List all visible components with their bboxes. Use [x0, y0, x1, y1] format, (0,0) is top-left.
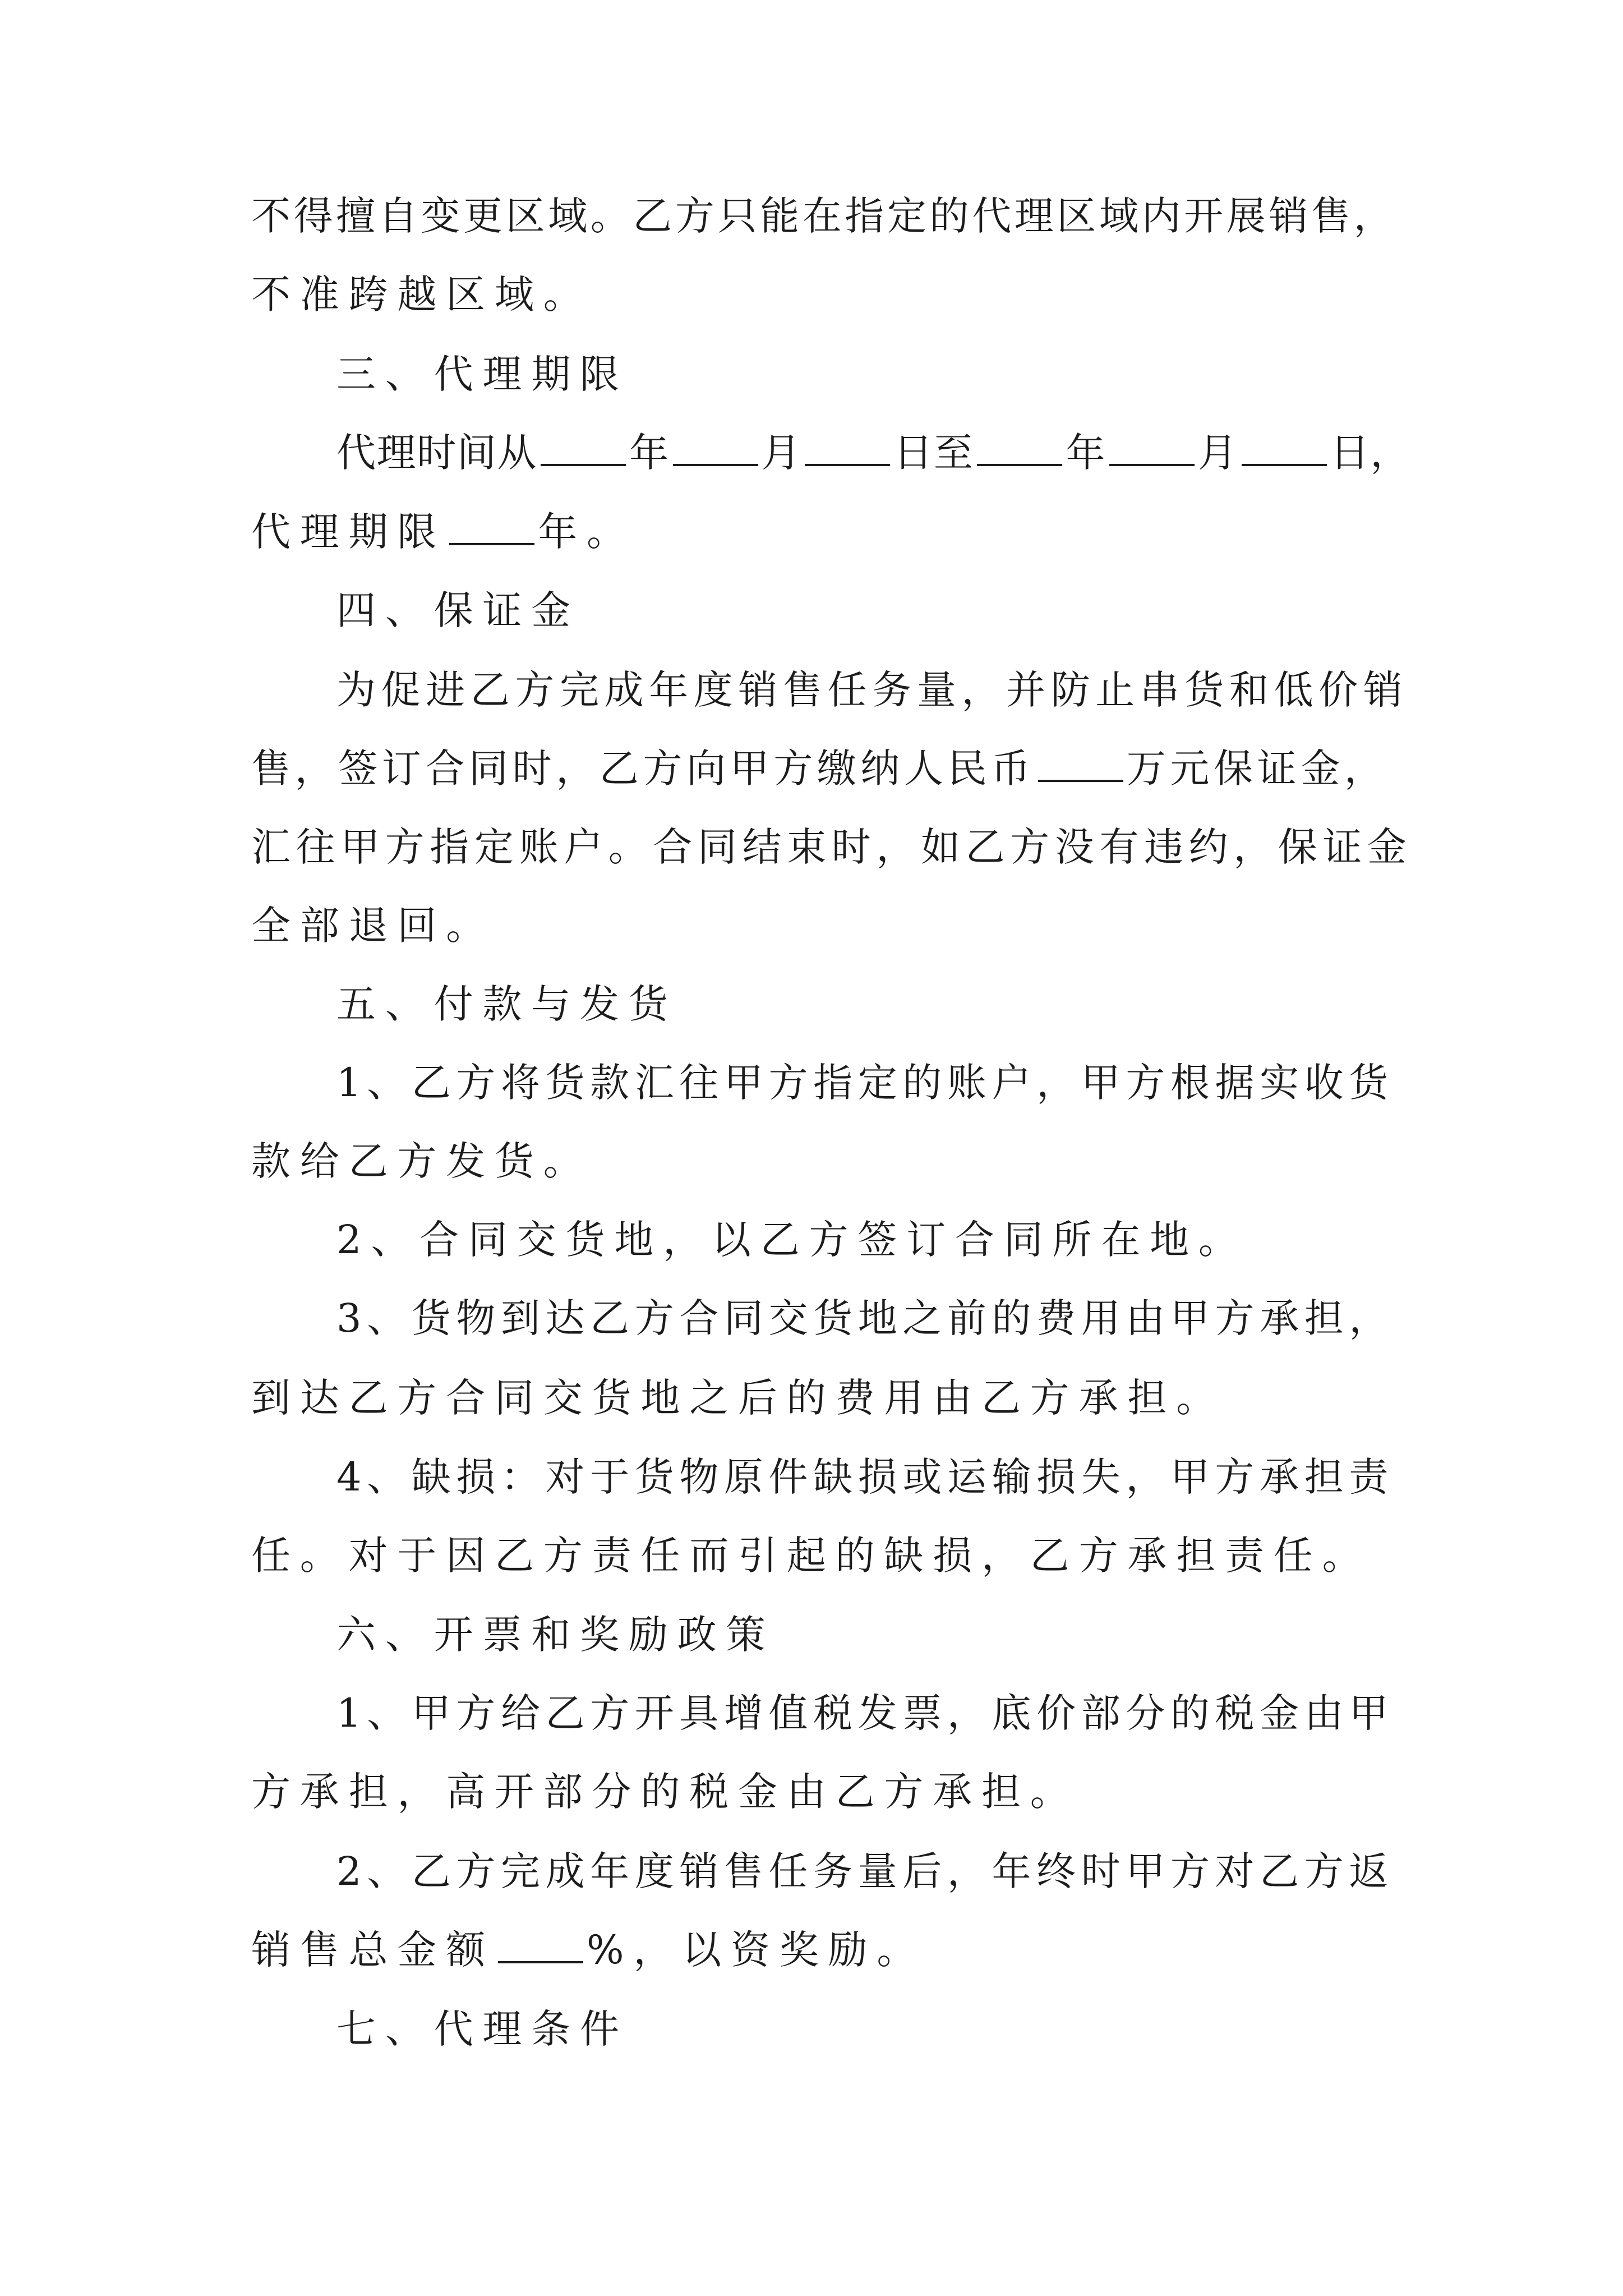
text-line: [251, 1367, 1225, 1429]
text-line: [251, 264, 592, 325]
text-line: [336, 343, 629, 405]
text-line: [336, 1998, 629, 2060]
text-line: [336, 973, 677, 1035]
text-line: [336, 1841, 1394, 1902]
fill-in-blank: [1242, 431, 1327, 466]
text-run: 全部退回。: [251, 903, 495, 949]
text-line: [251, 1130, 592, 1192]
fill-in-blank: [805, 431, 890, 466]
text-run: 月: [761, 430, 802, 476]
text-line: [251, 185, 1396, 247]
text-line: [336, 1209, 1247, 1271]
text-run: 不准跨越区域。: [251, 272, 592, 318]
text-line: [251, 501, 635, 563]
text-line: [336, 422, 1410, 484]
text-line: [336, 659, 1408, 721]
text-run: 年: [1066, 430, 1106, 476]
text-line: [336, 1446, 1394, 1508]
fill-in-blank: [1038, 747, 1123, 782]
text-line: [336, 1604, 774, 1665]
text-run: 代理时间从: [336, 430, 537, 476]
text-line: [251, 1525, 1371, 1586]
text-run: 1、乙方将货款汇往甲方指定的账户，甲方根据实收货: [336, 1060, 1394, 1106]
text-line: [336, 1052, 1394, 1114]
fill-in-blank: [1109, 431, 1195, 466]
text-run: 年: [629, 430, 670, 476]
text-run: 六、开票和奖励政策: [336, 1612, 775, 1658]
text-run: 日，: [1330, 430, 1410, 476]
fill-in-blank: [498, 1929, 583, 1963]
text-line: [251, 738, 1387, 799]
text-run: 款给乙方发货。: [251, 1138, 592, 1184]
text-run: 到达乙方合同交货地之后的费用由乙方承担。: [251, 1375, 1225, 1421]
fill-in-blank: [977, 431, 1062, 466]
text-run: 四、保证金: [336, 587, 580, 633]
text-run: 年。: [538, 509, 635, 555]
text-line: [336, 1287, 1394, 1349]
text-line: [251, 1761, 1079, 1823]
text-line: [251, 895, 495, 956]
text-run: 代理期限: [251, 509, 446, 555]
text-line: [251, 1919, 925, 1981]
text-run: 售，签订合同时，乙方向甲方缴纳人民币: [251, 746, 1035, 792]
text-run: 汇往甲方指定账户。合同结束时，如乙方没有违约，保证金: [251, 824, 1412, 870]
text-run: 2、合同交货地，以乙方签订合同所在地。: [336, 1217, 1247, 1263]
fill-in-blank: [673, 431, 758, 466]
text-run: 三、代理期限: [336, 351, 629, 397]
text-run: 不得擅自变更区域。乙方只能在指定的代理区域内开展销售，: [251, 193, 1396, 239]
text-run: 3、货物到达乙方合同交货地之前的费用由甲方承担，: [336, 1295, 1394, 1341]
text-run: 七、代理条件: [336, 2006, 629, 2052]
text-line: [251, 816, 1412, 878]
text-run: 为促进乙方完成年度销售任务量，并防止串货和低价销: [336, 667, 1408, 713]
fill-in-blank: [541, 431, 626, 466]
text-run: 日至: [893, 430, 974, 476]
text-run: 4、缺损：对于货物原件缺损或运输损失，甲方承担责: [336, 1454, 1394, 1500]
text-run: 月: [1198, 430, 1238, 476]
text-run: 销售总金额: [251, 1927, 495, 1973]
text-run: %，以资奖励。: [587, 1927, 926, 1973]
fill-in-blank: [449, 510, 534, 545]
text-run: 五、付款与发货: [336, 981, 677, 1027]
text-run: 万元保证金，: [1126, 746, 1388, 792]
text-line: [336, 1682, 1394, 1744]
text-run: 2、乙方完成年度销售任务量后，年终时甲方对乙方返: [336, 1848, 1394, 1894]
text-line: [336, 579, 580, 641]
text-run: 任。对于因乙方责任而引起的缺损，乙方承担责任。: [251, 1533, 1371, 1579]
text-run: 1、甲方给乙方开具增值税发票，底价部分的税金由甲: [336, 1690, 1394, 1736]
text-run: 方承担，高开部分的税金由乙方承担。: [251, 1769, 1079, 1815]
